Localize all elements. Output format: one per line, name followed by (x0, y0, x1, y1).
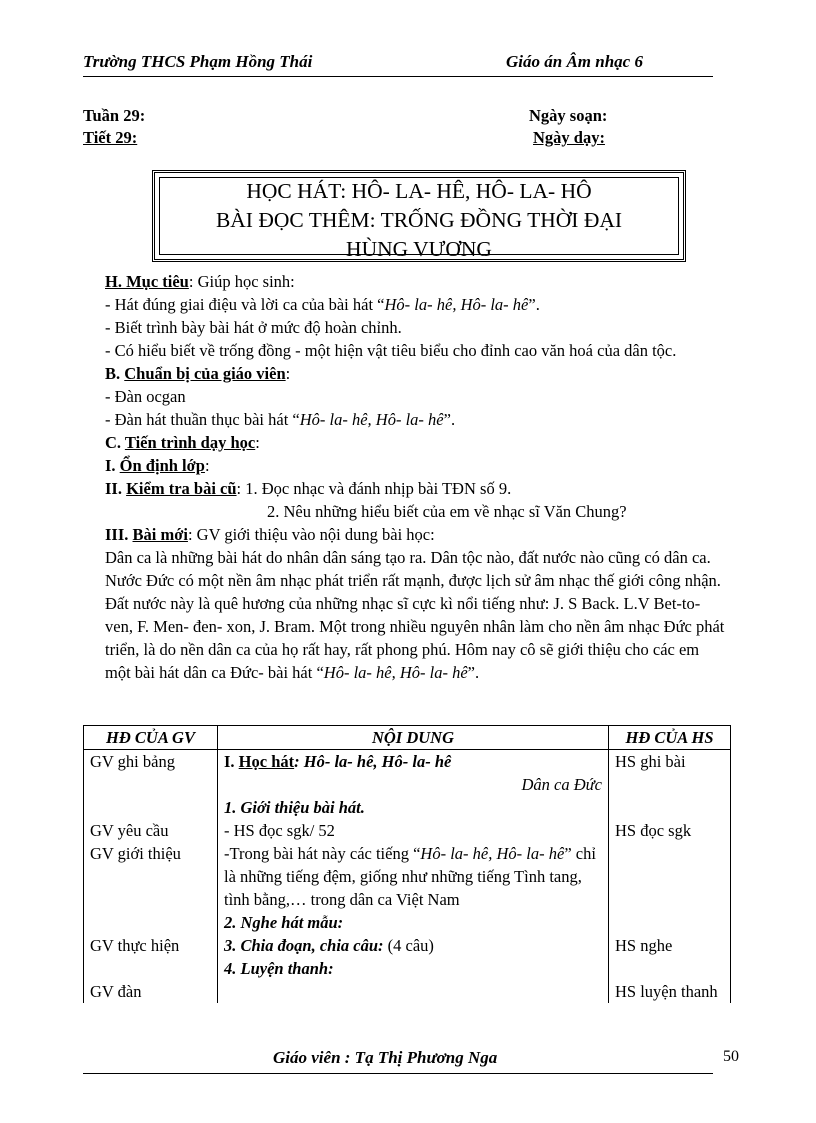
title-line-2: BÀI ĐỌC THÊM: TRỐNG ĐỒNG THỜI ĐẠI (215, 208, 623, 232)
table-row: GV ghi bảng GV yêu cầu GV giới thiệu GV thực hiện GV đàn I. Học hát: Hô- la- hê, Hô- la- hê Dân ca Đức 1. Giới thiệu bài hát. - HS đọc sgk/ 52 -Trong bài hát này các tiếng “Hô- la- hê, Hô- la- hê” chỉ là những tiếng đệm, giống như những tiếng Tình tang, tình bằng,… trong dân ca Việt Nam 2. Nghe hát mẫu: 3. Chia đoạn, chia câu: (4 câu) 4. Luyện thanh: HS ghi bài HS đọc sgk HS nghe HS luyện thanh (84, 750, 731, 1004)
lesson-title-box (152, 170, 686, 262)
process-heading-line: C. Tiến trình dạy học: (105, 433, 260, 452)
prep-item-2: - Đàn hát thuần thục bài hát “Hô- la- hê, Hô- la- hê”. (105, 410, 456, 429)
page-footer (83, 1046, 739, 1074)
week-label: Tuần 29: (83, 106, 146, 125)
process-heading: Tiến trình dạy học (124, 433, 256, 452)
teach-date-label: Ngày dạy: (533, 128, 605, 147)
school-name: Trường THCS Phạm Hồng Thái (83, 52, 313, 71)
period-label: Tiết 29: (83, 128, 138, 147)
intro-paragraph: Dân ca là những bài hát do nhân dân sáng tạo ra. Dân tộc nào, đất nước nào cũng có dân ca. Nước Đức có một nền âm nhạc phát triển rất mạnh, được lịch sử âm nhạc thế giới công nhận. Đất nước này là quê hương của những nhạc sĩ cực kì nổi tiếng như: J. S Back. L.V Bet-to- ven, F. Men- đen- xon, J. Bram. Một trong nhiều nguyên nhân làm cho nền âm nhạc Đức phát triển, là do nền dân ca của họ rất hay, rất phong phú. Hôm nay cô sẽ giới thiệu cho các em một bài hát dân ca Đức- bài hát “Hô- la- hê, Hô- la- hê”. (105, 548, 725, 682)
lesson-body (105, 270, 725, 293)
step-1-heading: Ổn định lớp (119, 456, 205, 475)
col-header-content: NỘI DUNG (218, 726, 609, 750)
step-2-heading: Kiểm tra bài cũ (126, 479, 237, 498)
col-header-student: HĐ CỦA HS (609, 726, 731, 750)
col-header-teacher: HĐ CỦA GV (84, 726, 218, 750)
objective-3: - Có hiểu biết về trống đồng - một hiện vật tiêu biểu cho đỉnh cao văn hoá của dân tộc. (105, 341, 677, 360)
subject-name: Giáo án Âm nhạc 6 (506, 52, 643, 71)
objective-2: - Biết trình bày bài hát ở mức độ hoàn chỉnh. (105, 318, 402, 337)
objectives-list (105, 293, 725, 684)
objectives-heading: H. Mục tiêu (105, 272, 189, 291)
title-line-3: HÙNG VƯƠNG (346, 237, 492, 261)
table-header-row (84, 726, 731, 750)
page-header (83, 50, 713, 77)
step-3-heading: Bài mới (132, 525, 188, 544)
activity-table (83, 725, 731, 1003)
prep-heading: Chuẩn bị của giáo viên (124, 364, 286, 383)
prep-item-1: - Đàn ocgan (105, 387, 186, 406)
page-number: 50 (723, 1048, 739, 1065)
step-3-line: III. Bài mới: GV giới thiệu vào nội dung bài học: (105, 525, 435, 544)
prep-heading-line: B. Chuẩn bị của giáo viên: (105, 364, 291, 383)
step-2-question-2: 2. Nêu những hiểu biết của em về nhạc sĩ Văn Chung? (267, 502, 627, 521)
objective-1: - Hát đúng giai điệu và lời ca của bài hát “Hô- la- hê, Hô- la- hê”. (105, 295, 540, 314)
step-2-line: II. Kiểm tra bài cũ: 1. Đọc nhạc và đánh nhịp bài TĐN số 9. (105, 479, 512, 498)
prep-date-label: Ngày soạn: (529, 106, 608, 125)
objectives-heading-line: H. Mục tiêu: Giúp học sinh: (105, 272, 295, 291)
step-1-line: I. Ổn định lớp: (105, 456, 210, 475)
teacher-name: Giáo viên : Tạ Thị Phương Nga (273, 1048, 498, 1067)
title-line-1: HỌC HÁT: HÔ- LA- HÊ, HÔ- LA- HÔ (246, 179, 592, 203)
